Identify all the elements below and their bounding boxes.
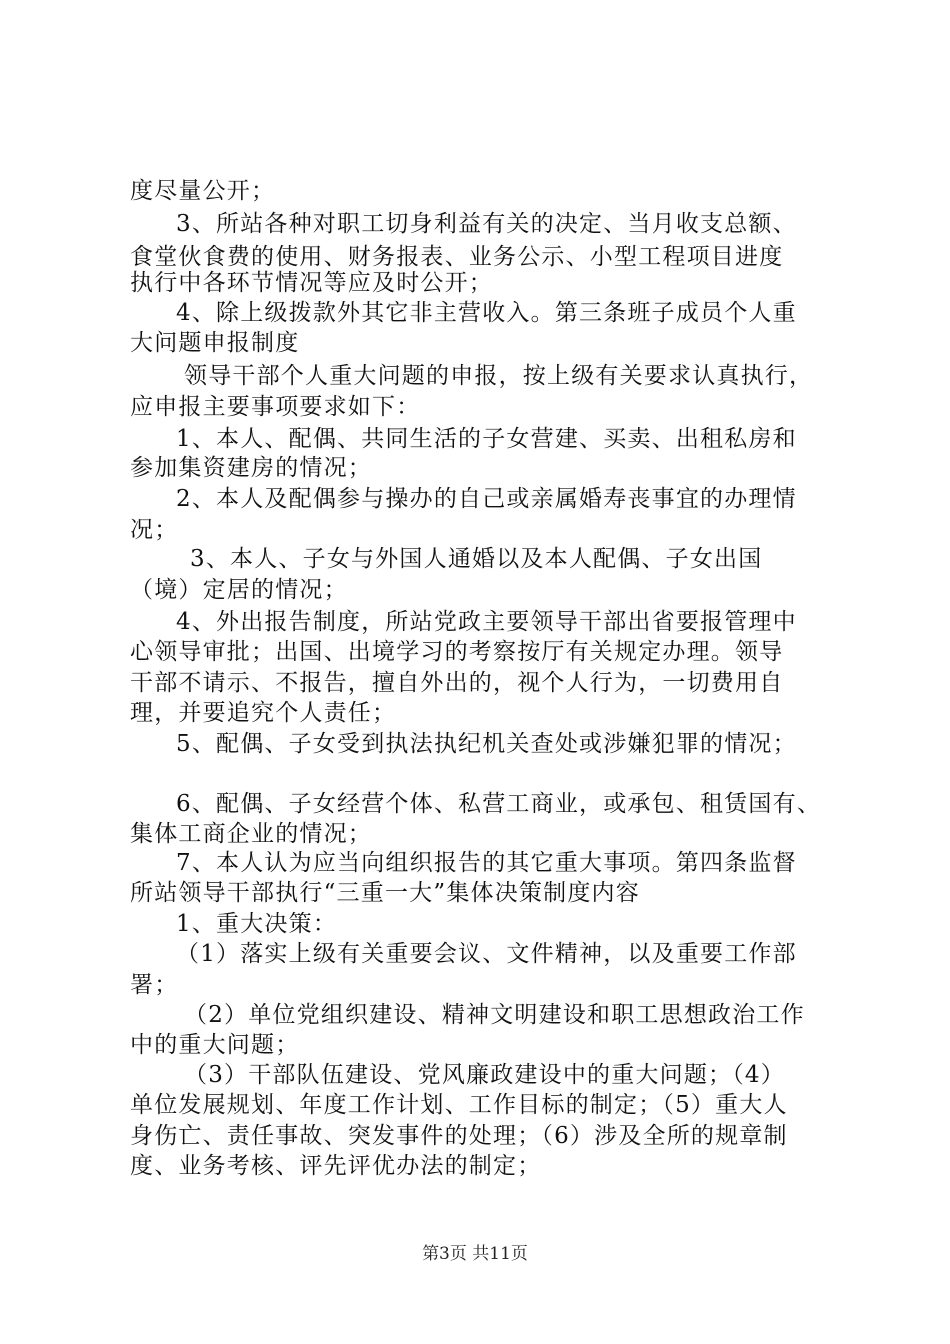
text-line: 1、重大决策： <box>176 911 338 937</box>
text-line: 单位发展规划、年度工作计划、工作目标的制定；（5）重大人 <box>130 1092 788 1118</box>
text-line: 度、业务考核、评先评优办法的制定； <box>130 1153 542 1179</box>
text-line: 心领导审批；出国、出境学习的考察按厅有关规定办理。领导 <box>130 639 784 665</box>
text-line: 署； <box>130 972 179 998</box>
page-number-footer: 第3页 共11页 <box>422 1244 528 1264</box>
text-line: 应申报主要事项要求如下： <box>130 394 421 420</box>
text-line: 2、本人及配偶参与操办的自己或亲属婚寿丧事宜的办理情 <box>176 486 797 512</box>
text-line: 5、配偶、子女受到执法执纪机关查处或涉嫌犯罪的情况； <box>176 731 797 757</box>
text-line: 4、外出报告制度，所站党政主要领导干部出省要报管理中 <box>176 609 797 635</box>
text-line: 7、本人认为应当向组织报告的其它重大事项。第四条监督 <box>176 850 797 876</box>
text-line: 领导干部个人重大问题的申报，按上级有关要求认真执行， <box>184 363 814 389</box>
text-line: 所站领导干部执行“三重一大”集体决策制度内容 <box>130 880 640 906</box>
text-line: 况； <box>130 517 179 543</box>
text-line: 中的重大问题； <box>130 1032 300 1058</box>
text-line: 身伤亡、责任事故、突发事件的处理；（6）涉及全所的规章制 <box>130 1123 788 1149</box>
text-line: 理，并要追究个人责任； <box>130 700 397 726</box>
text-line: 3、本人、子女与外国人通婚以及本人配偶、子女出国 <box>190 546 763 572</box>
text-line: 执行中各环节情况等应及时公开； <box>130 270 493 296</box>
text-line: （1）落实上级有关重要会议、文件精神，以及重要工作部 <box>176 941 797 967</box>
text-line: 度尽量公开； <box>130 178 276 204</box>
text-line: 大问题申报制度 <box>130 330 300 356</box>
text-line: 6、配偶、子女经营个体、私营工商业，或承包、租赁国有、 <box>176 791 822 817</box>
text-line: 参加集资建房的情况； <box>130 455 372 481</box>
text-line: （2）单位党组织建设、精神文明建设和职工思想政治工作 <box>184 1002 805 1028</box>
text-line: 干部不请示、不报告，擅自外出的，视个人行为，一切费用自 <box>130 670 784 696</box>
text-line: 4、除上级拨款外其它非主营收入。第三条班子成员个人重 <box>176 300 797 326</box>
text-line: 1、本人、配偶、共同生活的子女营建、买卖、出租私房和 <box>176 426 797 452</box>
text-line: 食堂伙食费的使用、财务报表、业务公示、小型工程项目进度 <box>130 244 784 270</box>
text-line: 集体工商企业的情况； <box>130 821 372 847</box>
text-line: （3）干部队伍建设、党风廉政建设中的重大问题；（4） <box>184 1062 785 1088</box>
text-line: 3、所站各种对职工切身利益有关的决定、当月收支总额、 <box>176 211 797 237</box>
text-line: （境）定居的情况； <box>130 577 348 603</box>
